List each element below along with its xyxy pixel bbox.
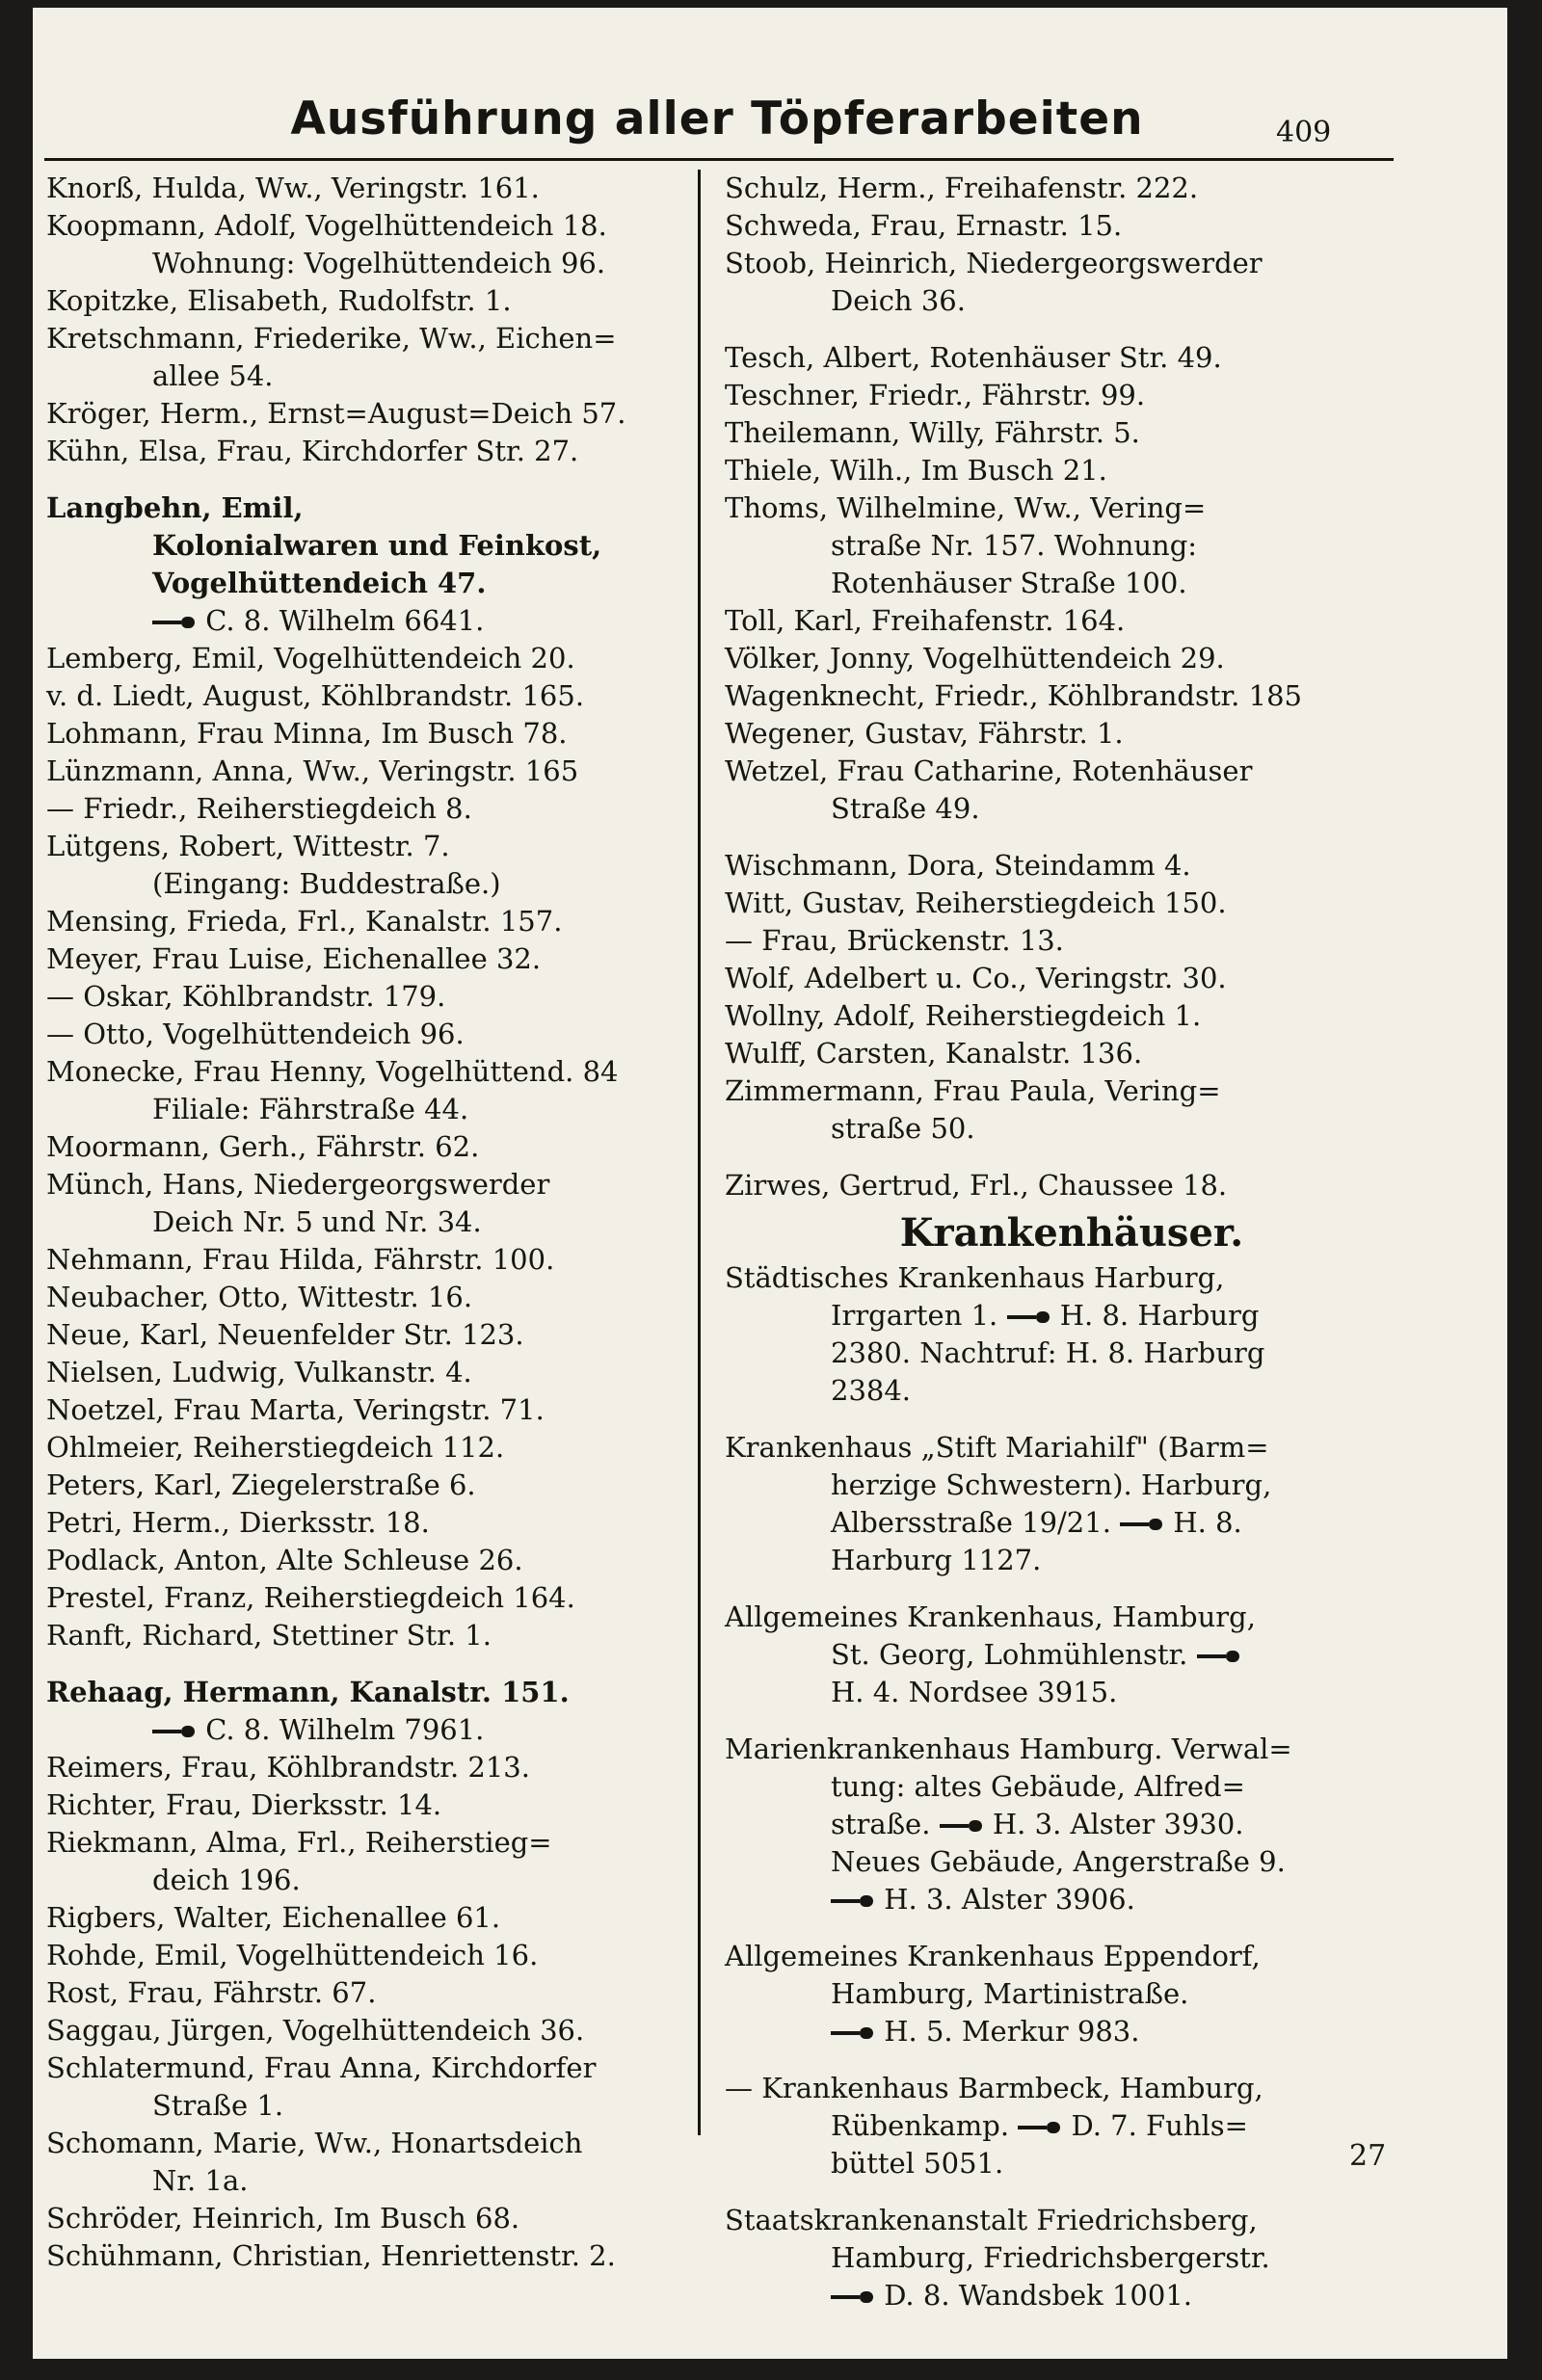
entry-text: Staatskrankenanstalt Friedrichsberg,: [725, 2204, 1258, 2236]
entry-text: — Otto, Vogelhüttendeich 96.: [46, 1018, 465, 1050]
entry-text: Witt, Gustav, Reiherstiegdeich 150.: [725, 886, 1227, 919]
entry-text: — Friedr., Reiherstiegdeich 8.: [46, 792, 472, 825]
entry-text: Wulff, Carsten, Kanalstr. 136.: [725, 1037, 1143, 1070]
left-column-entry-line: [46, 1016, 702, 1053]
entry-text: Lemberg, Emil, Vogelhüttendeich 20.: [46, 642, 575, 674]
left-column-entry-line: [46, 2049, 702, 2087]
right-column-entry-line: [725, 1843, 1419, 1881]
right-column-entry-line: [725, 1372, 1419, 1410]
entry-text: Wagenknecht, Friedr., Köhlbrandstr. 185: [725, 679, 1302, 712]
telephone-icon: [831, 1896, 875, 1906]
entry-text: Lünzmann, Anna, Ww., Veringstr. 165: [46, 754, 579, 787]
left-column-entry-line: [46, 320, 702, 357]
entry-text: Kopitzke, Elisabeth, Rudolfstr. 1.: [46, 284, 512, 317]
entry-text: Rehaag, Hermann, Kanalstr. 151.: [46, 1676, 570, 1708]
entry-text: Straße 49.: [831, 792, 980, 825]
entry-text: Straße 1.: [152, 2089, 284, 2122]
entry-text: Wischmann, Dora, Steindamm 4.: [725, 849, 1191, 882]
left-column-entry-line: [46, 1391, 702, 1429]
telephone-icon: [152, 618, 197, 627]
right-column-entry-line: [725, 170, 1419, 207]
entry-text: Rigbers, Walter, Eichenallee 61.: [46, 1901, 501, 1934]
right-column-entry-line: [725, 922, 1419, 960]
right-column-entry-line: [725, 715, 1419, 753]
left-column-entry-line: [46, 1354, 702, 1391]
right-column-entry-line: [725, 1806, 1419, 1843]
entry-text: C. 8. Wilhelm 7961.: [205, 1713, 485, 1746]
telephone-icon: [1197, 1652, 1241, 1661]
right-column-entry-line: [725, 677, 1419, 715]
directory-page: [33, 8, 1507, 2359]
left-column-entry-line: [46, 282, 702, 320]
entry-text: Harburg 1127.: [831, 1544, 1042, 1576]
entry-text: Richter, Frau, Dierksstr. 14.: [46, 1788, 442, 1821]
entry-text: Völker, Jonny, Vogelhüttendeich 29.: [725, 642, 1225, 674]
entry-text: H. 5. Merkur 983.: [884, 2015, 1140, 2048]
right-column-entry-line: [725, 1636, 1419, 1674]
right-column-entry-line: [725, 1297, 1419, 1335]
page-header-title: Ausführung aller Töpferarbeiten: [290, 93, 1144, 145]
right-column-entry-line: [725, 1674, 1419, 1711]
entry-text: Monecke, Frau Henny, Vogelhüttend. 84: [46, 1055, 619, 1088]
left-column-entry-line: [46, 715, 702, 753]
right-column-entry-line: [725, 1110, 1419, 1148]
right-column-entry-line: [725, 1768, 1419, 1806]
footer-signature-mark: 27: [1349, 2139, 1387, 2173]
entry-text: — Krankenhaus Barmbeck, Hamburg,: [725, 2072, 1263, 2104]
entry-text: Allgemeines Krankenhaus, Hamburg,: [725, 1600, 1256, 1633]
entry-text: Kolonialwaren und Feinkost,: [152, 529, 602, 562]
left-column-entry-line: [46, 865, 702, 903]
right-column-entry-line: [725, 1731, 1419, 1768]
phone-number-text: H. 8.: [1173, 1506, 1242, 1539]
left-column-entry-line: [46, 1862, 702, 1899]
right-column-entry-line: [725, 753, 1419, 790]
left-column-entry-line: [46, 1091, 702, 1128]
left-column-entry-line: [46, 527, 702, 565]
left-column-entry-line: [46, 790, 702, 828]
left-column-entry-line: [46, 245, 702, 282]
right-column-entry-line: [725, 282, 1419, 320]
right-column-entry-line: [725, 1335, 1419, 1372]
right-column-entry-line: [725, 452, 1419, 489]
left-column-entry-line: [46, 2125, 702, 2162]
entry-text: Nehmann, Frau Hilda, Fährstr. 100.: [46, 1243, 555, 1276]
entry-text: Rotenhäuser Straße 100.: [831, 567, 1187, 599]
right-column-entry-line: [725, 2277, 1419, 2314]
left-column-entry-line: [46, 1749, 702, 1786]
entry-text: Allgemeines Krankenhaus Eppendorf,: [725, 1940, 1261, 1972]
entry-text: Deich 36.: [831, 284, 966, 317]
left-column-entry-line: [46, 1617, 702, 1654]
entry-text: Nr. 1a.: [152, 2164, 249, 2197]
right-column-entry-line: [725, 377, 1419, 414]
entry-text: Prestel, Franz, Reiherstiegdeich 164.: [46, 1581, 575, 1614]
right-column-entry-line: [725, 1035, 1419, 1072]
entry-text: Wetzel, Frau Catharine, Rotenhäuser: [725, 754, 1253, 787]
right-column-entry-line: [725, 339, 1419, 377]
right-column-entry-line: [725, 2013, 1419, 2050]
right-column-entry-line: [725, 885, 1419, 922]
entry-text: D. 8. Wandsbek 1001.: [884, 2279, 1192, 2312]
entry-text: Zirwes, Gertrud, Frl., Chaussee 18.: [725, 1169, 1228, 1202]
left-column-entry-line: [46, 1824, 702, 1862]
entry-text: Schweda, Frau, Ernastr. 15.: [725, 209, 1123, 242]
entry-text: Lütgens, Robert, Wittestr. 7.: [46, 830, 450, 862]
left-column-entry-line: [46, 1429, 702, 1467]
entry-text: deich 196.: [152, 1864, 301, 1896]
entry-text: Peters, Karl, Ziegelerstraße 6.: [46, 1468, 476, 1501]
left-column: [46, 170, 702, 2275]
left-column-entry-line: [46, 1504, 702, 1542]
left-column-entry-line: [46, 395, 702, 433]
entry-text: Lohmann, Frau Minna, Im Busch 78.: [46, 717, 568, 750]
entry-text: 2380. Nachtruf: H. 8. Harburg: [831, 1336, 1265, 1369]
right-column-entry-line: [725, 602, 1419, 640]
right-column-entry-line: [725, 1259, 1419, 1297]
entry-text: Mensing, Frieda, Frl., Kanalstr. 157.: [46, 905, 563, 938]
entry-text: C. 8. Wilhelm 6641.: [205, 604, 485, 637]
left-column-entry-line: [46, 1899, 702, 1937]
entry-text: Deich Nr. 5 und Nr. 34.: [152, 1205, 482, 1238]
entry-text: H. 4. Nordsee 3915.: [831, 1676, 1118, 1708]
left-column-entry-line: [46, 357, 702, 395]
phone-number-text: H. 3. Alster 3930.: [992, 1808, 1244, 1840]
left-column-entry-line: [46, 1937, 702, 1974]
right-column-entry-line: [725, 489, 1419, 527]
entry-text: Krankenhäuser.: [899, 1210, 1244, 1256]
entry-text: Albersstraße 19/21.: [831, 1506, 1111, 1539]
left-column-entry-line: [46, 2200, 702, 2237]
right-column-entry-line: [725, 2202, 1419, 2239]
page-number: 409: [1276, 116, 1332, 149]
entry-text: Moormann, Gerh., Fährstr. 62.: [46, 1130, 480, 1163]
entry-text: Podlack, Anton, Alte Schleuse 26.: [46, 1544, 523, 1576]
entry-text: Neubacher, Otto, Wittestr. 16.: [46, 1281, 473, 1313]
entry-text: Wegener, Gustav, Fährstr. 1.: [725, 717, 1124, 750]
entry-text: Zimmermann, Frau Paula, Vering=: [725, 1074, 1221, 1107]
entry-text: Schröder, Heinrich, Im Busch 68.: [46, 2202, 520, 2235]
section-heading: [725, 1204, 1419, 1259]
right-column-entry-line: [725, 1599, 1419, 1636]
telephone-icon: [152, 1727, 197, 1736]
entry-text: Ohlmeier, Reiherstiegdeich 112.: [46, 1431, 505, 1464]
telephone-icon: [1007, 1312, 1051, 1322]
left-column-entry-line: [46, 170, 702, 207]
right-column-entry-line: [725, 1881, 1419, 1918]
left-column-entry-line: [46, 1674, 702, 1711]
phone-number-text: D. 7. Fuhls=: [1071, 2109, 1248, 2142]
entry-text: Stoob, Heinrich, Niedergeorgswerder: [725, 247, 1263, 279]
right-column-entry-line: [725, 207, 1419, 245]
left-column-entry-line: [46, 565, 702, 602]
entry-text: herzige Schwestern). Harburg,: [831, 1468, 1272, 1501]
right-column-entry-line: [725, 997, 1419, 1035]
entry-text: — Oskar, Köhlbrandstr. 179.: [46, 980, 446, 1013]
entry-text: Theilemann, Willy, Fährstr. 5.: [725, 416, 1140, 449]
left-column-entry-line: [46, 1203, 702, 1241]
entry-text: Meyer, Frau Luise, Eichenallee 32.: [46, 942, 542, 975]
right-column-entry-line: [725, 2070, 1419, 2107]
entry-text: (Eingang: Buddestraße.): [152, 867, 501, 900]
left-column-entry-line: [46, 2012, 702, 2049]
left-column-entry-line: [46, 1316, 702, 1354]
entry-text: Ranft, Richard, Stettiner Str. 1.: [46, 1619, 492, 1652]
entry-text: Neues Gebäude, Angerstraße 9.: [831, 1845, 1286, 1878]
entry-text: Hamburg, Martinistraße.: [831, 1977, 1189, 2010]
left-column-entry-line: [46, 1241, 702, 1279]
entry-text: St. Georg, Lohmühlenstr.: [831, 1638, 1188, 1671]
entry-text: Nielsen, Ludwig, Vulkanstr. 4.: [46, 1356, 472, 1388]
entry-text: Wollny, Adolf, Reiherstiegdeich 1.: [725, 999, 1202, 1032]
entry-text: — Frau, Brückenstr. 13.: [725, 924, 1064, 957]
left-column-entry-line: [46, 1166, 702, 1203]
entry-text: Hamburg, Friedrichsbergerstr.: [831, 2241, 1270, 2274]
entry-text: allee 54.: [152, 359, 274, 392]
entry-text: Saggau, Jürgen, Vogelhüttendeich 36.: [46, 2014, 585, 2047]
entry-text: Petri, Herm., Dierksstr. 18.: [46, 1506, 430, 1539]
right-column-entry-line: [725, 2145, 1419, 2182]
entry-text: Rübenkamp.: [831, 2109, 1010, 2142]
right-column-entry-line: [725, 527, 1419, 565]
phone-number-text: H. 8. Harburg: [1059, 1299, 1260, 1332]
left-column-entry-line: [46, 602, 702, 640]
right-column-entry-line: [725, 1429, 1419, 1467]
entry-text: Rohde, Emil, Vogelhüttendeich 16.: [46, 1939, 539, 1971]
entry-text: Kühn, Elsa, Frau, Kirchdorfer Str. 27.: [46, 435, 579, 467]
entry-text: Noetzel, Frau Marta, Veringstr. 71.: [46, 1393, 545, 1426]
left-column-entry-line: [46, 940, 702, 978]
left-column-entry-line: [46, 1279, 702, 1316]
entry-text: Krankenhaus „Stift Mariahilf" (Barm=: [725, 1431, 1269, 1464]
entry-text: straße.: [831, 1808, 931, 1840]
right-column-entry-line: [725, 565, 1419, 602]
left-column-entry-line: [46, 828, 702, 865]
right-column-entry-line: [725, 1167, 1419, 1204]
right-column-entry-line: [725, 245, 1419, 282]
entry-text: Vogelhüttendeich 47.: [152, 567, 487, 599]
entry-text: Marienkrankenhaus Hamburg. Verwal=: [725, 1732, 1292, 1765]
entry-text: Langbehn, Emil,: [46, 491, 304, 524]
telephone-icon: [1120, 1520, 1164, 1529]
entry-text: Münch, Hans, Niedergeorgswerder: [46, 1168, 550, 1201]
left-column-entry-line: [46, 433, 702, 470]
left-column-entry-line: [46, 677, 702, 715]
right-column-entry-line: [725, 960, 1419, 997]
entry-text: Schlatermund, Frau Anna, Kirchdorfer: [46, 2051, 597, 2084]
right-column-entry-line: [725, 1467, 1419, 1504]
left-column-entry-line: [46, 978, 702, 1016]
entry-text: Tesch, Albert, Rotenhäuser Str. 49.: [725, 341, 1222, 374]
right-column-entry-line: [725, 1975, 1419, 2013]
telephone-icon: [831, 2292, 875, 2302]
right-column-entry-line: [725, 2239, 1419, 2277]
entry-text: tung: altes Gebäude, Alfred=: [831, 1770, 1245, 1803]
right-column-entry-line: [725, 640, 1419, 677]
entry-text: Irrgarten 1.: [831, 1299, 998, 1332]
entry-text: Teschner, Friedr., Fährstr. 99.: [725, 379, 1146, 411]
entry-text: Riekmann, Alma, Frl., Reiherstieg=: [46, 1826, 552, 1859]
telephone-icon: [1018, 2123, 1062, 2132]
left-column-entry-line: [46, 1053, 702, 1091]
left-column-entry-line: [46, 1974, 702, 2012]
right-column-entry-line: [725, 2107, 1419, 2145]
entry-text: Filiale: Fährstraße 44.: [152, 1093, 469, 1125]
right-column-entry-line: [725, 790, 1419, 828]
right-column-entry-line: [725, 1542, 1419, 1579]
left-column-entry-line: [46, 1786, 702, 1824]
entry-text: 2384.: [831, 1374, 912, 1407]
entry-text: Reimers, Frau, Köhlbrandstr. 213.: [46, 1751, 530, 1784]
entry-text: H. 3. Alster 3906.: [884, 1883, 1135, 1916]
right-column-entry-line: [725, 1504, 1419, 1542]
entry-text: Toll, Karl, Freihafenstr. 164.: [725, 604, 1126, 637]
left-column-entry-line: [46, 489, 702, 527]
entry-text: Rost, Frau, Fährstr. 67.: [46, 1976, 377, 2009]
entry-text: büttel 5051.: [831, 2147, 1004, 2180]
entry-text: Städtisches Krankenhaus Harburg,: [725, 1261, 1225, 1294]
left-column-entry-line: [46, 903, 702, 940]
entry-text: Kröger, Herm., Ernst=August=Deich 57.: [46, 397, 626, 430]
left-column-entry-line: [46, 2237, 702, 2275]
telephone-icon: [831, 2028, 875, 2038]
left-column-entry-line: [46, 753, 702, 790]
entry-text: Wolf, Adelbert u. Co., Veringstr. 30.: [725, 962, 1227, 994]
header-divider: [44, 158, 1394, 161]
entry-text: Schomann, Marie, Ww., Honartsdeich: [46, 2127, 583, 2159]
left-column-entry-line: [46, 2087, 702, 2125]
telephone-icon: [940, 1821, 984, 1831]
entry-text: straße Nr. 157. Wohnung:: [831, 529, 1198, 562]
entry-text: straße 50.: [831, 1112, 975, 1145]
entry-text: Thoms, Wilhelmine, Ww., Vering=: [725, 491, 1207, 524]
right-column-entry-line: [725, 1072, 1419, 1110]
left-column-entry-line: [46, 2162, 702, 2200]
right-column-entry-line: [725, 847, 1419, 885]
entry-text: Wohnung: Vogelhüttendeich 96.: [152, 247, 606, 279]
right-column: [725, 170, 1419, 2314]
entry-text: Koopmann, Adolf, Vogelhüttendeich 18.: [46, 209, 607, 242]
entry-text: Knorß, Hulda, Ww., Veringstr. 161.: [46, 172, 540, 204]
left-column-entry-line: [46, 207, 702, 245]
entry-text: Schühmann, Christian, Henriettenstr. 2.: [46, 2239, 616, 2272]
entry-text: Thiele, Wilh., Im Busch 21.: [725, 454, 1107, 487]
left-column-entry-line: [46, 1579, 702, 1617]
entry-text: Kretschmann, Friederike, Ww., Eichen=: [46, 322, 617, 355]
entry-text: v. d. Liedt, August, Köhlbrandstr. 165.: [46, 679, 585, 712]
left-column-entry-line: [46, 1542, 702, 1579]
left-column-entry-line: [46, 1467, 702, 1504]
entry-text: Schulz, Herm., Freihafenstr. 222.: [725, 172, 1199, 204]
right-column-entry-line: [725, 414, 1419, 452]
left-column-entry-line: [46, 1128, 702, 1166]
entry-text: Neue, Karl, Neuenfelder Str. 123.: [46, 1318, 524, 1351]
left-column-entry-line: [46, 1711, 702, 1749]
left-column-entry-line: [46, 640, 702, 677]
right-column-entry-line: [725, 1938, 1419, 1975]
